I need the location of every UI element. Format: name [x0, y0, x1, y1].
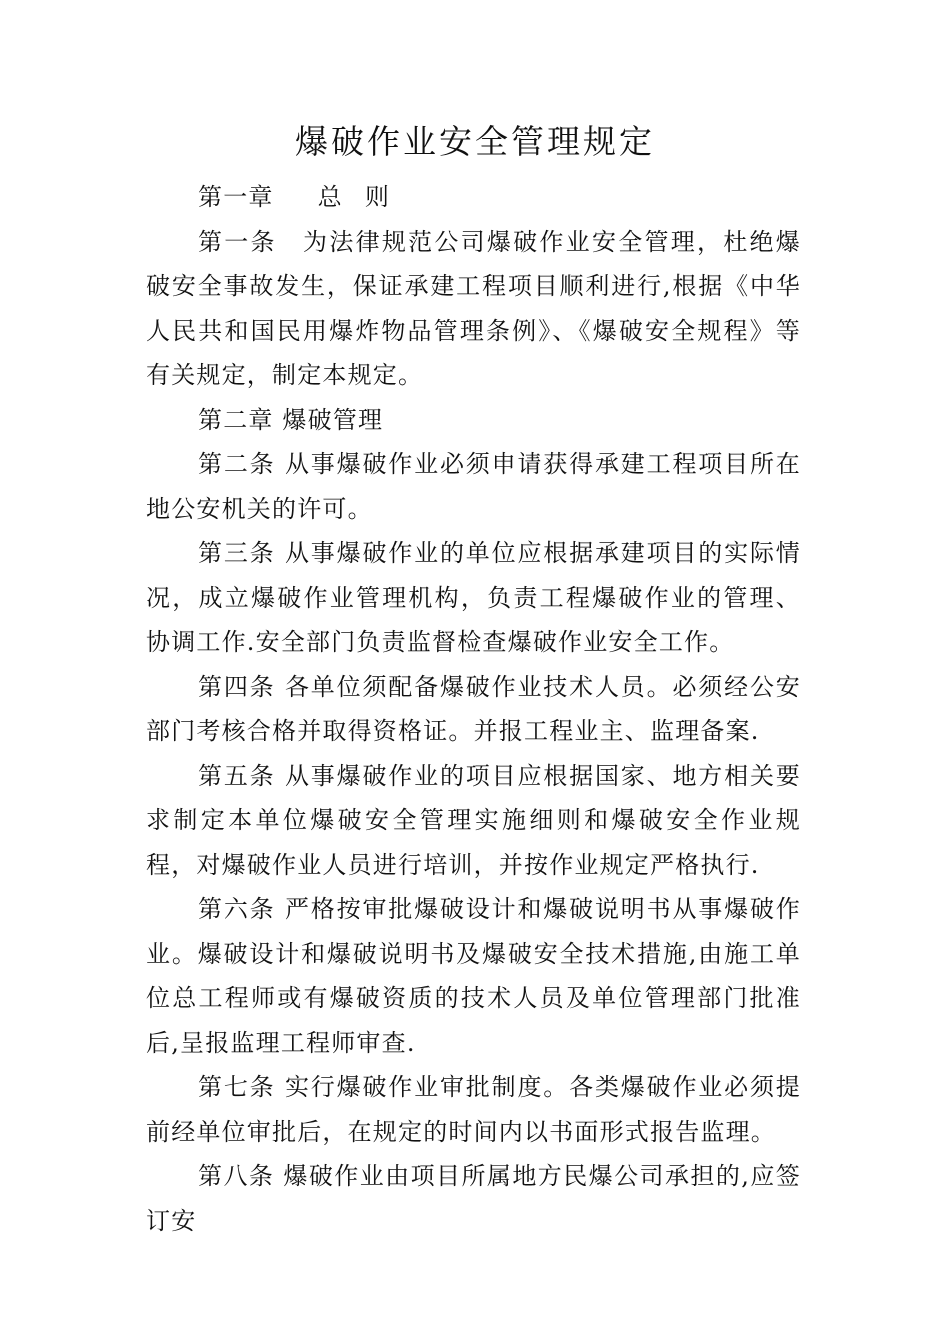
- paragraph-article-4: 第四条 各单位须配备爆破作业技术人员。必须经公安部门考核合格并取得资格证。并报工程业主、监理备案.: [146, 672, 801, 745]
- paragraph-article-2: 第二条 从事爆破作业必须申请获得承建工程项目所在地公安机关的许可。: [146, 450, 801, 523]
- document-title: 爆破作业安全管理规定: [295, 122, 655, 161]
- paragraph-article-6: 第六条 严格按审批爆破设计和爆破说明书从事爆破作业。爆破设计和爆破说明书及爆破安全技术措施,由施工单位总工程师或有爆破资质的技术人员及单位管理部门批准后,呈报监理工程师审查.: [146, 895, 801, 1057]
- paragraph-article-5: 第五条 从事爆破作业的项目应根据国家、地方相关要求制定本单位爆破安全管理实施细则和爆破安全作业规程，对爆破作业人员进行培训，并按作业规定严格执行.: [146, 761, 801, 879]
- paragraph-article-3: 第三条 从事爆破作业的单位应根据承建项目的实际情况，成立爆破作业管理机构，负责工程爆破作业的管理、协调工作.安全部门负责监督检查爆破作业安全工作。: [146, 539, 801, 656]
- paragraph-article-8: 第八条 爆破作业由项目所属地方民爆公司承担的,应签订安: [146, 1162, 801, 1235]
- chapter-heading-2: 第二章 爆破管理: [198, 405, 384, 434]
- chapter-word-1: 总: [317, 183, 343, 211]
- document-body: [146, 175, 801, 1243]
- chapter-heading: [146, 175, 801, 220]
- paragraph-article-1: 第一条 为法律规范公司爆破作业安全管理，杜绝爆破安全事故发生，保证承建工程项目顺利进行,根据《中华人民共和国民用爆炸物品管理条例》、《爆破安全规程》等有关规定，制定本规定。: [146, 227, 801, 389]
- chapter-label: 第一章: [198, 183, 274, 211]
- paragraph-article-7: 第七条 实行爆破作业审批制度。各类爆破作业必须提前经单位审批后，在规定的时间内以书面形式报告监理。: [146, 1073, 801, 1146]
- chapter-word-2: 则: [364, 183, 391, 211]
